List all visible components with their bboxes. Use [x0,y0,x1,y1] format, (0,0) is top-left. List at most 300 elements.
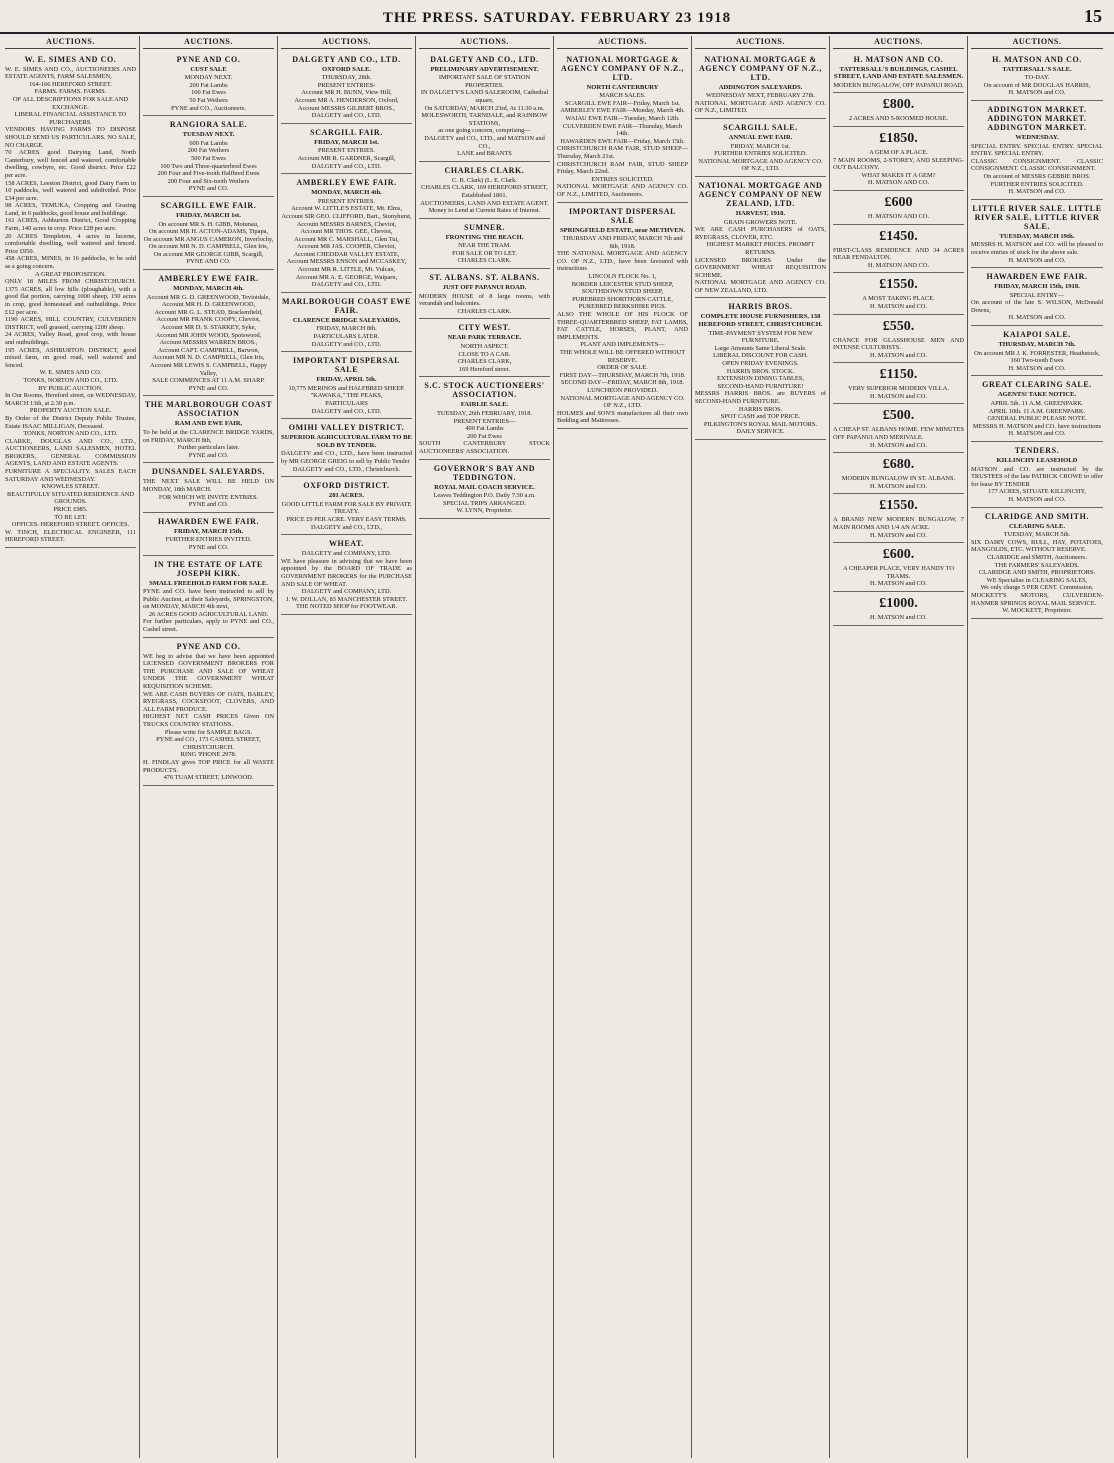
ad-title: CITY WEST. [458,323,511,333]
ad-subtitle: CUST SALE [190,65,227,73]
ad-title: HAWARDEN EWE FAIR. [986,272,1088,282]
ad-text-line: CLARKE, DOUGLAS AND CO., LTD., AUCTIONEERS, LAND SALESMEN, HOTEL BROKERS, GENERAL COMMISSION AGENTS, LAND AND ESTATE AGENTS. [5,437,136,468]
ad-text-line: OPEN FRIDAY EVENINGS. [722,360,799,368]
ad-text-line: On account MR N. D. CAMPBELL, Glen Iris, [148,243,269,251]
ad-text-line: Account MR N. D. CAMPBELL, Glen Iris, [152,354,265,362]
ad-text-line: THE WHOLE WILL BE OFFERED WITHOUT RESERVE. [559,349,686,364]
ad-text-line: LIBERAL FINANCIAL ASSISTANCE TO PURCHASERS. [14,111,127,126]
ad-text-line: GENERAL PUBLIC PLEASE NOTE. [987,415,1087,423]
ad-price: £600. [882,547,915,563]
advertisement [419,377,550,459]
ad-text-line: BORDER LEICESTER STUD SHEEP, [571,280,674,288]
advertisement [971,376,1103,442]
ad-text-line: W. LYNN, Proprietor. [456,507,513,515]
advertisement [971,326,1103,376]
ad-text-line: CULVERDEN EWE FAIR—Thursday, March 14th. [562,122,683,138]
ad-text-line: CHRISTCHURCH RAM FAIR, STUD SHEEP—Thursday, March 21st. [557,145,688,160]
ad-subtitle: TUESDAY NEXT. [182,131,235,139]
advertisement [695,298,826,440]
ad-text-line: PILKINGTON'S ROYAL MAIL MOTORS. [703,420,818,428]
advertisement [419,219,550,269]
ad-text-line: TO-DAY. [1024,74,1050,82]
ad-title: W. E. SIMES AND CO. [24,54,117,64]
ad-text-line: By Order of the District Deputy Public Trustee, Estate ISAAC MILLIGAN, Deceased. [5,414,136,430]
advertisement [971,268,1103,326]
ad-subtitle: FRIDAY, MARCH 1st. [314,138,379,146]
ad-subtitle: TATTERSALL'S BUILDINGS, CASHEL STREET, LAND AND ESTATE SALESMEN. [833,65,964,81]
ad-text-line: MESSRS H. MATSON and CO. have instructions [972,422,1102,430]
ad-title: NATIONAL MORTGAGE & AGENCY COMPANY OF N.Z., LTD. [699,54,822,82]
ad-subtitle: THURSDAY, MARCH 7th. [998,341,1076,349]
ad-text-line: PYNE and CO. [188,384,229,392]
column-header: AUCTIONS. [5,36,136,49]
ad-text-line: H. MATSON and CO. [1008,430,1066,438]
ad-text-line: BEAUTIFULLY SITUATED RESIDENCE AND GROUNDS. [6,490,135,506]
ad-text-line: MODERN BUNGALOW IN ST. ALBANS. [841,475,956,483]
ad-text-line: THE NATIONAL MORTGAGE AND AGENCY CO. OF N.Z., LTD., have been favoured with instructions [557,250,688,273]
ad-text-line: PARTICULARS LATER. [313,333,380,341]
ad-text-line: H. MATSON and CO. [870,482,927,490]
ad-text-line: Account MR R. GARDNER, Scargill, [297,154,396,162]
ad-text-line: WAIAU EWE FAIR—Tuesday, March 12th. [565,114,680,122]
ad-text-line: On account of MESSRS GEBBIE BROS. [983,172,1091,180]
ad-price: £680. [882,457,915,473]
ad-text-line: H. MATSON and CO. [1008,188,1066,196]
ad-price: £600 [884,194,913,210]
ad-text-line: LANE and BRANTS [457,150,512,158]
ad-text-line: 200 Four and Five-tooth Halfbred Ewes [157,170,260,178]
ad-text-line: 7 MAIN ROOMS, 2-STOREY, AND SLEEPING-OUT BALCONY. [833,156,964,172]
ad-text-line: MODERN HOUSE of 8 large rooms, with verandah and balconies. [419,292,550,308]
ad-text-line: CHARLES CLARK. [457,257,512,265]
advertisement [971,200,1103,268]
ad-text-line: Account MR H. BUNN, View Hill, [301,89,392,97]
ad-title: DALGETY AND CO., LTD. [292,54,401,64]
ad-text-line: A GEM OF A PLACE. [869,148,928,156]
ad-price: £1550. [879,498,918,514]
ad-text-line: FIRST-CLASS RESIDENCE AND 34 ACRES NEAR FENDALTON. [833,246,964,262]
ad-text-line: APRIL 10th. 11 A.M. GREENPARK. [988,407,1086,415]
ad-subtitle: NEAR PARK TERRACE. [447,334,522,342]
ad-price: £1850. [879,130,918,146]
ad-text-line: HAWARDEN EWE FAIR—Friday, March 15th. [560,137,685,145]
ad-text-line: Account W. LITTLE'S ESTATE, Mt. Elms, [291,205,402,213]
ad-subtitle: OXFORD SALE. [321,65,372,73]
advertisement [833,592,964,626]
column-2 [140,36,278,1458]
ad-subtitle: FRIDAY, MARCH 1st. [176,211,241,219]
ad-text-line: AMBERLEY EWE FAIR—Monday, March 4th. [560,107,685,115]
ad-text-line: SPECIAL ENTRY— [1009,291,1065,299]
ad-text-line: 158 ACRES, Leeston District, good Dairy Farm in 10 paddocks, well watered and subdivided. Price £34 per acre. [5,179,136,202]
ad-text-line: Large Amounts Same Liberal Scale. [714,344,807,352]
ad-text-line: A CHEAPER PLACE, VERY HANDY TO TRAMS. [842,565,955,580]
advertisement [281,352,412,419]
ad-text-line: C. B. Clark) (L. E. Clark. [452,176,517,184]
ad-text-line: TIME-PAYMENT SYSTEM FOR NEW FURNITURE. [708,329,813,345]
ad-text-line: PYNE and CO. [188,501,229,509]
ad-title: AMBERLEY EWE FAIR. [296,178,397,188]
ad-title: ADDINGTON MARKET. ADDINGTON MARKET. ADDINGTON MARKET. [987,104,1087,132]
ad-text-line: NATIONAL MORTGAGE AND AGENCY CO. OF NEW ZEALAND, LTD. [695,279,826,294]
ad-title: OXFORD DISTRICT. [303,481,390,491]
ad-title: IMPORTANT DISPERSAL SALE [292,356,401,375]
ad-title: CHARLES CLARK. [444,165,525,175]
column-6 [692,36,830,1458]
ad-text-line: SOUTHDOWN STUD SHEEP, [581,288,664,296]
ad-title: GREAT CLEARING SALE. [982,380,1092,390]
ad-text-line: 169 Hereford street. [458,365,511,373]
ad-subtitle: PRELIMINARY ADVERTISEMENT. [430,65,539,73]
ad-text-line: W. E. SIMES AND CO. [39,369,102,377]
advertisement [281,124,412,174]
ad-text-line: MATSON and CO. are instructed by the TRUSTEES of the late PATRICK CROWE to offer for lease BY TENDER [971,465,1103,488]
ad-text-line: CLASSIC CONSIGNMENT. CLASSIC CONSIGNMENT. CLASSIC CONSIGNMENT. [971,157,1103,173]
ad-text-line: 400 Fat Lambs [465,425,504,433]
ad-title: CLARIDGE AND SMITH. [984,511,1090,521]
ad-text-line: 24 ACRES, Valley Road, good crop, with house and outbuildings. [5,331,136,346]
ad-text-line: H. MATSON AND CO. [867,212,930,220]
ad-text-line: 200 Fat Wethers [187,147,230,155]
ad-text-line: LUNCHEON PROVIDED. [587,386,658,394]
ad-text-line: FURTHER ENTRIES SOLICITED. [714,150,807,158]
ad-text-line: SALE COMMENCES AT 11 A.M. SHARP. [152,377,265,385]
ad-title: RANGIORA SALE. [169,120,248,130]
ad-text-line: On account MR J. K. FORRESTER, Heathstock, [974,349,1100,357]
ad-text-line: Account SIR GEO. CLIFFORD, Bart., Stonyhurst, [281,212,412,220]
ad-text-line: VERY SUPERIOR MODERN VILLA. [848,385,949,393]
ad-subtitle: AGENTS! TAKE NOTICE. [997,391,1077,399]
ad-text-line: 476 TUAM STREET, LINWOOD. [163,774,254,782]
ad-text-line: 2 ACRES AND 5-ROOMED HOUSE. [848,115,949,123]
ad-text-line: H. MATSON and CO. [870,392,927,400]
column-4 [416,36,554,1458]
ad-text-line: PRESENT ENTRIES. [317,197,376,205]
ad-text-line: On account MR S. H. GIBB, Motunau, [158,220,259,228]
ad-text-line: WEDNESDAY NEXT, FEBRUARY 27th. [705,92,816,100]
ad-text-line: PROPERTY AUCTION SALE. [29,407,112,415]
ad-text-line: H. MATSON and CO. [870,580,927,588]
ad-subtitle: RAM AND EWE FAIR, [174,420,243,428]
ad-title: ST. ALBANS. ST. ALBANS. [429,273,540,283]
ad-text-line: FURTHER ENTRIES SOLICITED. [990,180,1084,188]
ad-text-line: FIRST DAY—THURSDAY, MARCH 7th, 1918. [559,371,686,379]
ad-text-line: OF ALL DESCRIPTIONS FOR SALE AND EXCHANGE. [13,95,128,111]
ad-text-line: HOLMES and SON'S manufactures all their own Bedding and Mattresses. [557,409,688,425]
ad-text-line: GOOD LITTLE FARM FOR SALE BY PRIVATE TREATY. [281,500,412,516]
ad-text-line: On SATURDAY, MARCH 23rd, At 11.30 a.m. [424,104,545,112]
ad-text-line: TUESDAY, 26th FEBRUARY, 1918. [436,410,533,417]
ad-subtitle: 281 ACRES. [328,492,365,500]
ad-title: HAWARDEN EWE FAIR. [157,516,260,526]
ad-text-line: Account MR D. S. STARKEY, Syke, [160,324,257,332]
ad-text-line: TONKS, NORTON AND CO., LTD. [23,376,118,384]
advertisement [281,477,412,535]
ad-price: £1150. [879,367,918,383]
ad-text-line: PRICE £985. [53,506,88,514]
ad-text-line: 70 ACRES good Dairying Land, North Canterbury, well fenced and watered, comfortable dwelling, cowbyre, etc. Good district. Price £22 per acre. [5,149,136,179]
ad-text-line: H. MATSON and CO. [1008,256,1066,264]
ad-text-line: 20 ACRES Templeton, 4 acres in lucerne, comfortable dwelling, well watered and fenced. Price £950. [5,232,136,255]
ad-text-line: SCARGILL EWE FAIR—Friday, March 1st. [564,99,681,107]
ad-subtitle: TUESDAY, MARCH 19th. [999,232,1075,240]
ad-subtitle: SUPERIOR AGRICULTURAL FARM TO BE SOLD BY TENDER. [281,434,412,449]
ad-text-line: THE NEXT SALE WILL BE HELD ON MONDAY, 18th MARCH. [143,478,274,493]
page-number: 15 [1084,6,1102,26]
ad-text-line: WE ARE CASH BUYERS OF OATS, BARLEY, RYEGRASS, COCKSFOOT, CLOVERS, AND ALL FARM PRODUCE. [143,690,274,713]
advertisement [419,460,550,519]
ad-text-line: Account MR THOS. GEE, Cheviot, [300,228,393,236]
ad-subtitle: NORTH CANTERBURY [586,83,659,91]
ad-text-line: H. MATSON and CO. [1008,364,1066,372]
ad-text-line: RING 'PHONE 2978. [180,751,237,759]
ad-price: £1550. [879,277,918,293]
ad-text-line: 100 Fat Ewes [191,89,226,97]
ad-text-line: H. MATSON and CO. [870,351,927,359]
advertisement [971,508,1103,619]
ad-text-line: SOUTH CANTERBURY STOCK AUCTIONEERS' ASSOCIATION. [419,440,550,455]
ad-title: WHEAT. [328,539,365,549]
ad-text-line: Account MR R. LITTLE, Mt. Vulcan, [297,266,396,274]
advertisement [971,51,1103,101]
ad-price: £800. [882,97,915,113]
ad-text-line: 177 ACRES, SITUATE KILLINCHY, [988,488,1086,496]
ad-subtitle: ANNUAL EWE FAIR. [728,133,793,141]
ad-text-line: SPOT CASH and TOP PRICE. [720,413,801,421]
ad-text-line: NORTH ASPECT. [460,343,509,351]
ad-price: £550. [882,318,915,334]
ad-title: PYNE AND CO. [176,641,241,651]
ad-text-line: 100 Two and Three-quarterbred Ewes [160,162,257,170]
ad-text-line: HIGHEST MARKET PRICES. PROMPT RETURNS. [706,241,815,256]
advertisement [143,51,274,117]
ad-text-line: 600 Fat Lambs [189,139,228,147]
ad-title: HARRIS BROS. [728,302,793,312]
ad-title: H. MATSON AND CO. [992,54,1082,64]
ad-text-line: PARTICULARS [325,400,368,407]
ad-text-line: Account MR A. E. GEORGE, Waiparu, [295,273,398,281]
ad-text-line: Account MESSRS BARNES, Cheviot, [296,220,397,228]
ad-text-line: FOR WHICH WE INVITE ENTRIES. [158,493,259,501]
ad-text-line: H. MATSON AND CO. [867,261,930,269]
ad-text-line: A CHEAP ST. ALBANS HOME. FEW MINUTES OFF PAPANUI AND MERIVALE. [833,426,964,442]
ad-text-line: H. FINDLAY gives TOP PRICE for all WASTE PRODUCTS. [143,758,274,774]
ad-text-line: 10,775 MERINOS and HALFBRED SHEEP. [288,384,405,392]
ad-text-line: On account MR ANGUS CAMERON, Inverlochy, [143,235,274,243]
advertisement [143,638,274,786]
ad-subtitle: ADDINGTON SALEYARDS. [718,83,803,91]
advertisement [143,556,274,638]
advertisement [5,51,136,548]
ad-text-line: AUCTIONEERS, LAND AND ESTATE AGENT. [420,199,549,207]
ad-text-line: A GREAT PROPOSITION. [34,270,107,278]
advertisement [833,363,964,404]
advertisement [143,513,274,556]
ad-text-line: H. MATSON and CO. [870,302,927,310]
ad-text-line: Account MR LEWIS S. CAMPBELL, Happy Valley, [150,362,267,377]
ad-text-line: DAILY SERVICE. [736,428,785,436]
ad-text-line: Account MR JOHN WOOD, Spotswood, [155,331,262,339]
masthead [0,0,1114,34]
ad-text-line: For further particulars, apply to PYNE and CO., Cashel street. [143,618,274,634]
advertisement [833,191,964,225]
ad-text-line: A MOST TAKING PLACE. [862,295,935,303]
ad-text-line: On account MR GEORGE GIBB, Scargill, [153,250,264,258]
ad-text-line: H. MATSON and CO. [1008,314,1066,322]
ad-text-line: DALGETY and CO., LTD. [311,340,382,348]
ad-text-line: GRAIN GROWERS NOTE. [723,218,798,226]
ad-text-line: MOLESWORTH, TARNDALE, and RAINBOW STATIONS, [421,112,548,127]
ad-text-line: W. MOCKETT, Proprietor. [1002,607,1072,615]
ad-title: LITTLE RIVER SALE. LITTLE RIVER SALE. LITTLE RIVER SALE. [972,203,1102,231]
ad-text-line: NATIONAL MORTGAGE AND AGENCY CO. OF N.Z., LTD. [560,394,685,410]
masthead-title: THE PRESS. SATURDAY. FEBRUARY 23 1918 [382,10,732,26]
ad-text-line: CHRISTCHURCH RAM FAIR, STUD SHEEP Friday, March 22nd. [557,160,688,176]
ad-text-line: NATIONAL MORTGAGE AND AGENCY CO. OF N.Z., LIMITED. [695,99,826,115]
ad-title: TENDERS. [1014,446,1060,455]
ad-subtitle: FAIRLIE SALE. [460,401,509,409]
advertisement [833,453,964,494]
ad-text-line: W. TINCH, ELECTRICAL ENGINEER, 111 HEREFORD STREET. [5,528,136,544]
ad-subtitle: TATTERSALL'S SALE. [1002,65,1072,73]
ad-text-line: DALGETY and CO., LTD., and MATSON and CO., [424,134,545,150]
ad-text-line: DALGETY and CO., LTD. [311,112,382,120]
ad-text-line: CHARLES CLARK, 169 HEREFORD STREET, [421,184,548,192]
ad-text-line: ALSO THE WHOLE OF HIS FLOCK OF THREE-QUARTERBRED SHEEP, FAT LAMBS, FAT CATTLE, HORSES, PLANT, AND IMPLEMENTS. [557,311,688,341]
ad-text-line: NEAR THE TRAM. [458,242,511,250]
ad-title: DUNSANDEL SALEYARDS. [151,467,266,477]
ad-title: OMIHI VALLEY DISTRICT. [288,423,405,433]
column-8 [968,36,1106,1458]
ad-subtitle: FRIDAY, MARCH 15th, 1918. [994,283,1080,291]
ad-text-line: Account MESSRS ENSON and MCCASKEY, [286,258,407,266]
ad-text-line: On account of MR DOUGLAS HARRIS, [983,81,1091,89]
ad-title: SUMNER. [464,222,505,232]
ad-text-line: Account MR A. HENDERSON, Oxford, [294,96,399,104]
ad-title: IMPORTANT DISPERSAL SALE [568,206,677,225]
ad-text-line: Account MR C. MARSHALL, Glen Tui, [294,235,399,243]
ad-text-line: On account of the late S. WILSON, McDonald Downs, [971,299,1103,314]
ad-text-line: IMPORTANT SALE OF STATION PROPERTIES. [438,74,531,89]
advertisement [281,535,412,615]
ad-text-line: To be held at the CLARENCE BRIDGE YARDS, on FRIDAY, MARCH 8th, [143,428,274,444]
ad-text-line: Account MESSRS GILBERT BROS., [297,104,396,112]
ad-text-line: PYNE and CO., 173 CASHEL STREET, CHRISTCHURCH. [156,736,261,751]
ad-text-line: 98 ACRES, TEMUKA, Cropping and Grazing Land, in 6 paddocks, good house and buildings. [5,202,136,217]
ad-subtitle: SPRINGFIELD ESTATE, near METHVEN. [559,226,686,234]
ad-title: AMBERLEY EWE FAIR. [158,274,259,284]
ad-title: S.C. STOCK AUCTIONEERS' ASSOCIATION. [424,381,545,400]
ad-text-line: DALGETY and CO., LTD., have been instructed by MR GEORGE GREIG to sell by Public Tender [281,450,412,465]
advertisement [419,319,550,377]
ad-text-line: H. MATSON AND CO. [867,179,930,187]
ad-text-line: Please write for SAMPLE BAGS. [164,728,253,736]
ad-text-line: On account MR H. ACTON-ADAMS, Tipapa, [148,228,269,236]
ad-text-line: NATIONAL MORTGAGE AND AGENCY CO. OF N.Z., LTD. [698,157,823,173]
advertisement [695,119,826,177]
advertisement [833,127,964,191]
ad-text-line: SIX DAIRY COWS, BULL, HAY, POTATOES, MANGOLDS, ETC. WITHOUT RESERVE. [971,538,1103,554]
ad-price: £1450. [879,228,918,244]
ad-text-line: DALGETY and CO., LTD. [311,162,382,170]
column-header: AUCTIONS. [419,36,550,49]
advertisement [143,463,274,512]
ad-text-line: MONDAY NEXT. [184,74,233,82]
ad-text-line: 458 ACRES, MINES, in 16 paddocks, to be sold as a going concern. [5,255,136,271]
ad-text-line: WE beg to advise that we have been appointed LICENSED GOVERNMENT BROKERS FOR THE PURCHASE AND SALE OF WHEAT UNDER THE GOVERNMENT WHEAT REQUISITION SCHEME. [143,652,274,691]
column-header: AUCTIONS. [557,36,688,49]
advertisement [833,494,964,543]
ad-text-line: We only charge 5 PER CENT. Commission. [980,584,1094,592]
ad-text-line: OFFICES. HEREFORD STREET. OFFICES. [11,521,130,529]
ad-text-line: CLOSE TO A CAR. [458,350,511,358]
ad-text-line: THURSDAY AND FRIDAY, MARCH 7th and 8th, 1918. [562,235,683,250]
ad-text-line: PRESENT ENTRIES— [453,417,516,425]
column-header: AUCTIONS. [143,36,274,49]
ad-text-line: LINCOLN FLOCK No. 1, [588,273,657,281]
ad-text-line: DALGETY and COMPANY, LTD. [301,550,392,558]
ad-text-line: 161 ACRES, Ashburton District, Good Cropping Farm, 140 acres in crop. Price £28 per acre. [5,217,136,233]
ad-text-line: HIGHEST NET CASH PRICES Given ON TRUCKS COUNTRY STATIONS. [143,713,274,728]
ad-text-line: PRESENT ENTRIES. [317,147,376,155]
ad-title: GOVERNOR'S BAY AND TEDDINGTON. [433,463,536,482]
ad-text-line: H. MATSON and CO. [1008,495,1066,503]
ad-text-line: ENTRIES SOLICITED. [591,175,654,183]
ad-price: £1000. [879,596,918,611]
ad-text-line: THE NOTED SHOP for FOOTWEAR. [295,603,398,611]
ad-text-line: MESSRS HARRIS BROS. are BUYERS of SECOND-HAND FURNITURE. [695,390,826,405]
ad-text-line: PRICE £9 PER ACRE. VERY EASY TERMS. [286,515,407,523]
column-header: AUCTIONS. [971,36,1103,49]
ad-title: SCARGILL SALE. [723,122,798,132]
ad-text-line: PYNE AND CO. [186,258,231,266]
ad-text-line: "KAWAKA," THE PEAKS, [310,392,383,400]
ad-text-line: IN DALGETY'S LAND SALEROOM, Cathedral square, [420,89,549,104]
ad-text-line: CHANCE FOR GLASSHOUSE MEN AND INTENSE CULTURISTS. [833,336,964,352]
ad-text-line: 195 ACRES, ASHBURTON DISTRICT, good mixed farm, on good road, well watered and fenced. [5,346,136,369]
ad-text-line: DALGETY and CO., LTD. [311,281,382,289]
ad-text-line: ORDER OF SALE. [597,364,648,372]
advertisement [833,93,964,127]
ad-text-line: BY PUBLIC AUCTION. [38,384,103,392]
ad-text-line: TUESDAY, MARCH 5th. [1003,531,1071,539]
advertisement [557,51,688,203]
ad-text-line: H. MATSON and CO. [870,531,927,539]
ad-text-line: FURNITURE A SPECIALITY. SALES EACH SATURDAY AND WEDNESDAY. [5,468,136,483]
advertisement [143,116,274,197]
column-header: AUCTIONS. [281,36,412,49]
ad-text-line: Account MR G. L. STEAD, Brackenfield, [154,308,263,316]
ad-text-line: SPECIAL TRIPS ARRANGED. [443,499,526,507]
column-1 [2,36,140,1458]
ad-title: SCARGILL FAIR. [310,127,383,137]
advertisement [833,315,964,364]
ad-text-line: 164-166 HEREFORD STREET. [29,80,112,88]
advertisement [143,396,274,463]
ad-text-line: WE ARE CASH PURCHASERS of OATS, RYEGRASS, CLOVER, ETC. [695,226,826,241]
advertisement [281,419,412,477]
ad-text-line: ONLY 18 MILES FROM CHRISTCHURCH. 1375 ACRES, all low hills (ploughable), with a good flat portion, carrying 1000 sheep, 150 acres in crop, good homestead and outbuildings. Price £12 per acre. [5,278,136,316]
ad-text-line: CLARIDGE AND SMITH, PROPRIETORS. [978,569,1096,577]
ad-title: NATIONAL MORTGAGE & AGENCY COMPANY OF N.Z., LTD. [561,54,684,82]
ad-text-line: 160 Two-tooth Ewes [1010,357,1064,365]
advertisement [971,101,1103,200]
ad-subtitle: CLEARING SALE. [1008,522,1066,530]
ad-text-line: MODERN BUNGALOW, OFF PAPANUI ROAD. [833,81,964,89]
ad-text-line: TO BE LET. [54,513,87,521]
ad-text-line: Further particulars later. [177,444,240,452]
advertisement [143,270,274,396]
